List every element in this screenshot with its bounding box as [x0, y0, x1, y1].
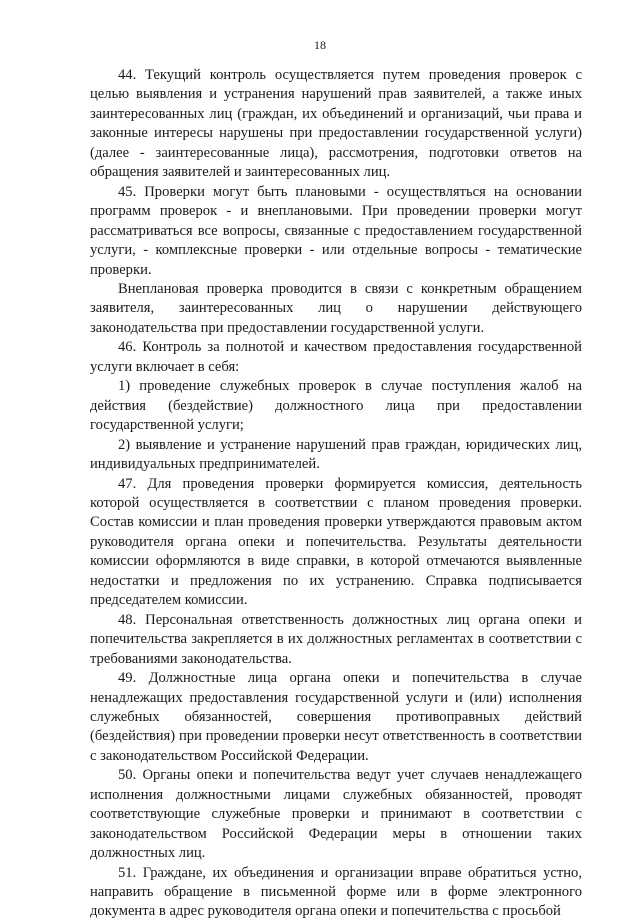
paragraph-51: 51. Граждане, их объединения и организации вправе обратиться устно, направить обращение в письменной форме или в форме электронного документа в адрес руководителя органа опеки и попечительства с просьбой — [90, 864, 582, 920]
paragraph-46-item-2: 2) выявление и устранение нарушений прав граждан, юридических лиц, индивидуальных предпринимателей. — [90, 436, 582, 473]
paragraph-49: 49. Должностные лица органа опеки и попечительства в случае ненадлежащих предоставления государственной услуги и (или) исполнения служебных обязанностей, совершения противоправных действий (бездействия) при проведении проверки несут ответственность в соответствии с законодательством Российской Федерации. — [90, 670, 582, 764]
paragraph-44: 44. Текущий контроль осуществляется путем проведения проверок с целью выявления и устранения нарушений прав заявителей, а также иных заинтересованных лиц (граждан, их объединений и организаций, чьи права и законные интересы нарушены при предоставлении государственной услуги) (далее - заинтересованные лица), рассмотрения, подготовки ответов на обращения заявителей и заинтересованных лиц. — [90, 67, 582, 181]
paragraph-46: 46. Контроль за полнотой и качеством предоставления государственной услуги включает в себя: — [90, 339, 582, 375]
paragraph-46-item-1: 1) проведение служебных проверок в случае поступления жалоб на действия (бездействие) должностного лица при предоставлении государственной услуги; — [90, 378, 582, 434]
paragraph-unscheduled-check: Внеплановая проверка проводится в связи с конкретным обращением заявителя, заинтересованных лиц о нарушении действующего законодательства при предоставлении государственной услуги. — [90, 280, 582, 336]
paragraph-48: 48. Персональная ответственность должностных лиц органа опеки и попечительства закрепляется в их должностных регламентах в соответствии с требованиями законодательства. — [90, 611, 582, 667]
paragraph-50: 50. Органы опеки и попечительства ведут учет случаев ненадлежащего исполнения должностными лицами служебных обязанностей, проводят соответствующие служебные проверки и принимают в соответствии с законодательством Российской Федерации меры в отношении таких должностных лиц. — [90, 767, 582, 862]
document-body — [90, 66, 582, 922]
paragraph-47: 47. Для проведения проверки формируется комиссия, деятельность которой осуществляется в соответствии с планом проведения проверки. Состав комиссии и план проведения проверки утверждаются правовым актом руководителя органа опеки и попечительства. Результаты деятельности комиссии оформляются в виде справки, в которой отмечаются выявленные недостатки и предложения по их устранению. Справка подписывается председателем комиссии. — [90, 475, 582, 609]
paragraph-45: 45. Проверки могут быть плановыми - осуществляться на основании программ проверок - и внеплановыми. При проведении проверки могут рассматриваться все вопросы, связанные с предоставлением государственной услуги, - комплексные проверки - или отдельные вопросы - тематические проверки. — [90, 183, 582, 278]
page-number: 18 — [314, 38, 326, 52]
